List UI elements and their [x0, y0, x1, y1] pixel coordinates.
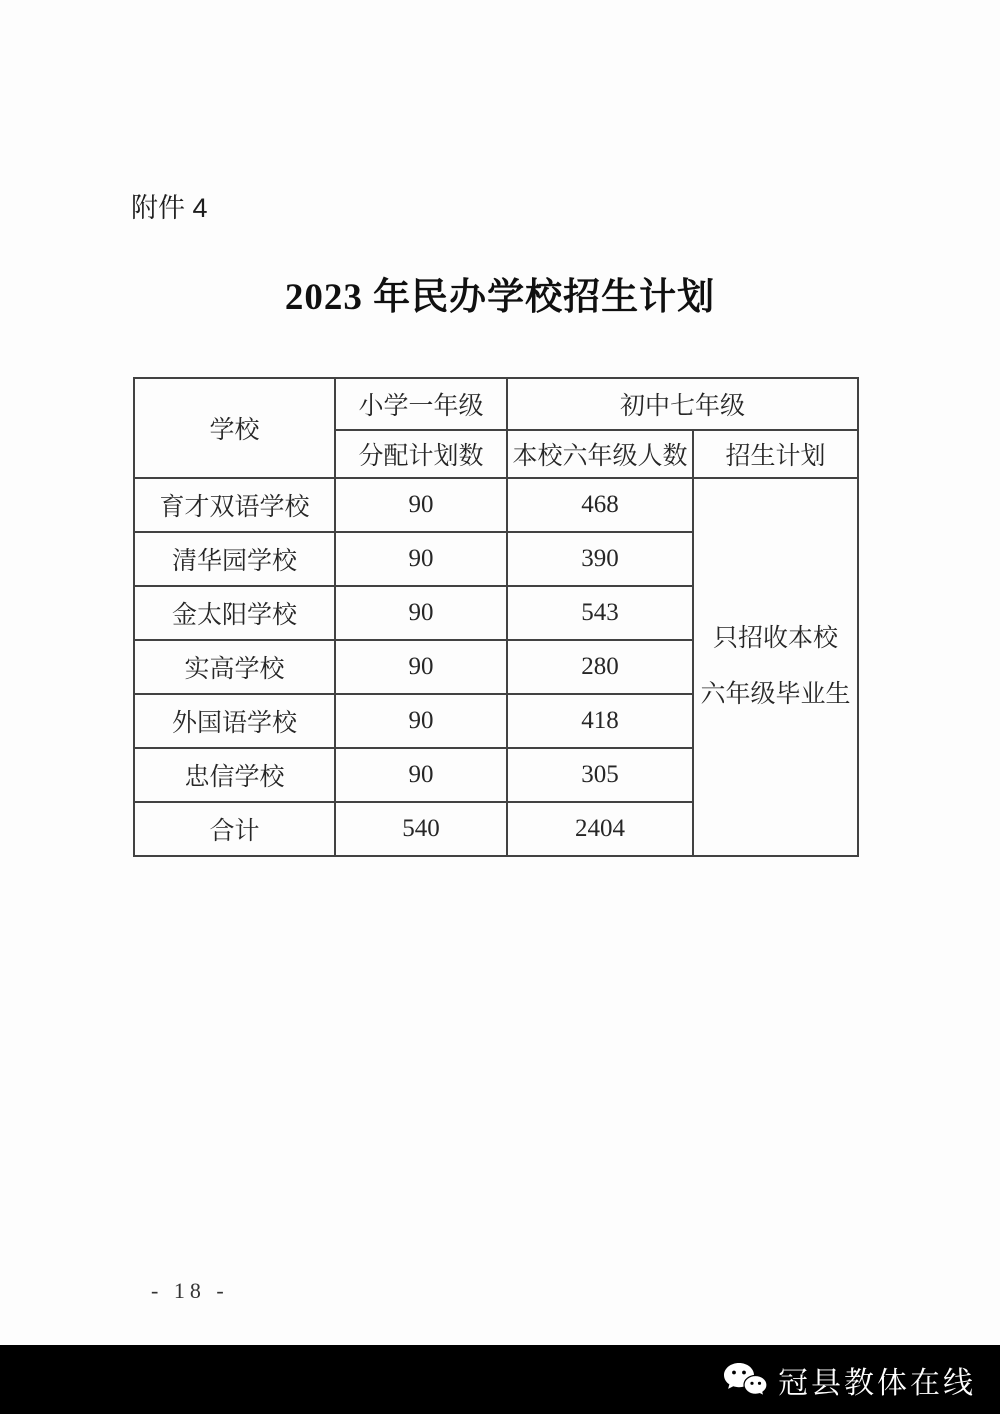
school-name: 清华园学校: [134, 532, 335, 586]
header-enrollment-plan: 招生计划: [693, 430, 858, 478]
page-number: - 18 -: [151, 1278, 229, 1303]
page-title: 2023 年民办学校招生计划: [284, 277, 716, 318]
grade6-value: 418: [507, 694, 693, 748]
school-name: 外国语学校: [134, 694, 335, 748]
table-row: [134, 478, 858, 532]
note-line-1: 只招收本校: [713, 625, 839, 652]
enrollment-note-cell: [693, 478, 858, 856]
total-label: 合计: [134, 802, 335, 856]
header-junior-grade7: 初中七年级: [507, 378, 858, 430]
header-school: 学校: [134, 378, 335, 478]
header-primary-grade1: 小学一年级: [335, 378, 507, 430]
enrollment-plan-table: [133, 377, 859, 857]
school-name: 金太阳学校: [134, 586, 335, 640]
allocated-value: 90: [335, 478, 507, 532]
header-allocated-plan: 分配计划数: [335, 430, 507, 478]
footer-bar: [0, 1345, 1000, 1414]
grade6-value: 543: [507, 586, 693, 640]
attachment-label: 附件 4: [131, 193, 208, 223]
allocated-value: 90: [335, 640, 507, 694]
grade6-value: 390: [507, 532, 693, 586]
grade6-value: 468: [507, 478, 693, 532]
school-name: 忠信学校: [134, 748, 335, 802]
grade6-value: 305: [507, 748, 693, 802]
allocated-value: 90: [335, 532, 507, 586]
brand-name: 冠县教体在线: [778, 1366, 976, 1400]
total-allocated-value: 540: [335, 802, 507, 856]
school-name: 实高学校: [134, 640, 335, 694]
wechat-icon: [722, 1361, 768, 1399]
grade6-value: 280: [507, 640, 693, 694]
header-grade6-count: 本校六年级人数: [507, 430, 693, 478]
total-grade6-value: 2404: [507, 802, 693, 856]
school-name: 育才双语学校: [134, 478, 335, 532]
note-line-2: 六年级毕业生: [700, 681, 851, 708]
table-header-row-1: [134, 378, 858, 430]
allocated-value: 90: [335, 586, 507, 640]
allocated-value: 90: [335, 694, 507, 748]
allocated-value: 90: [335, 748, 507, 802]
